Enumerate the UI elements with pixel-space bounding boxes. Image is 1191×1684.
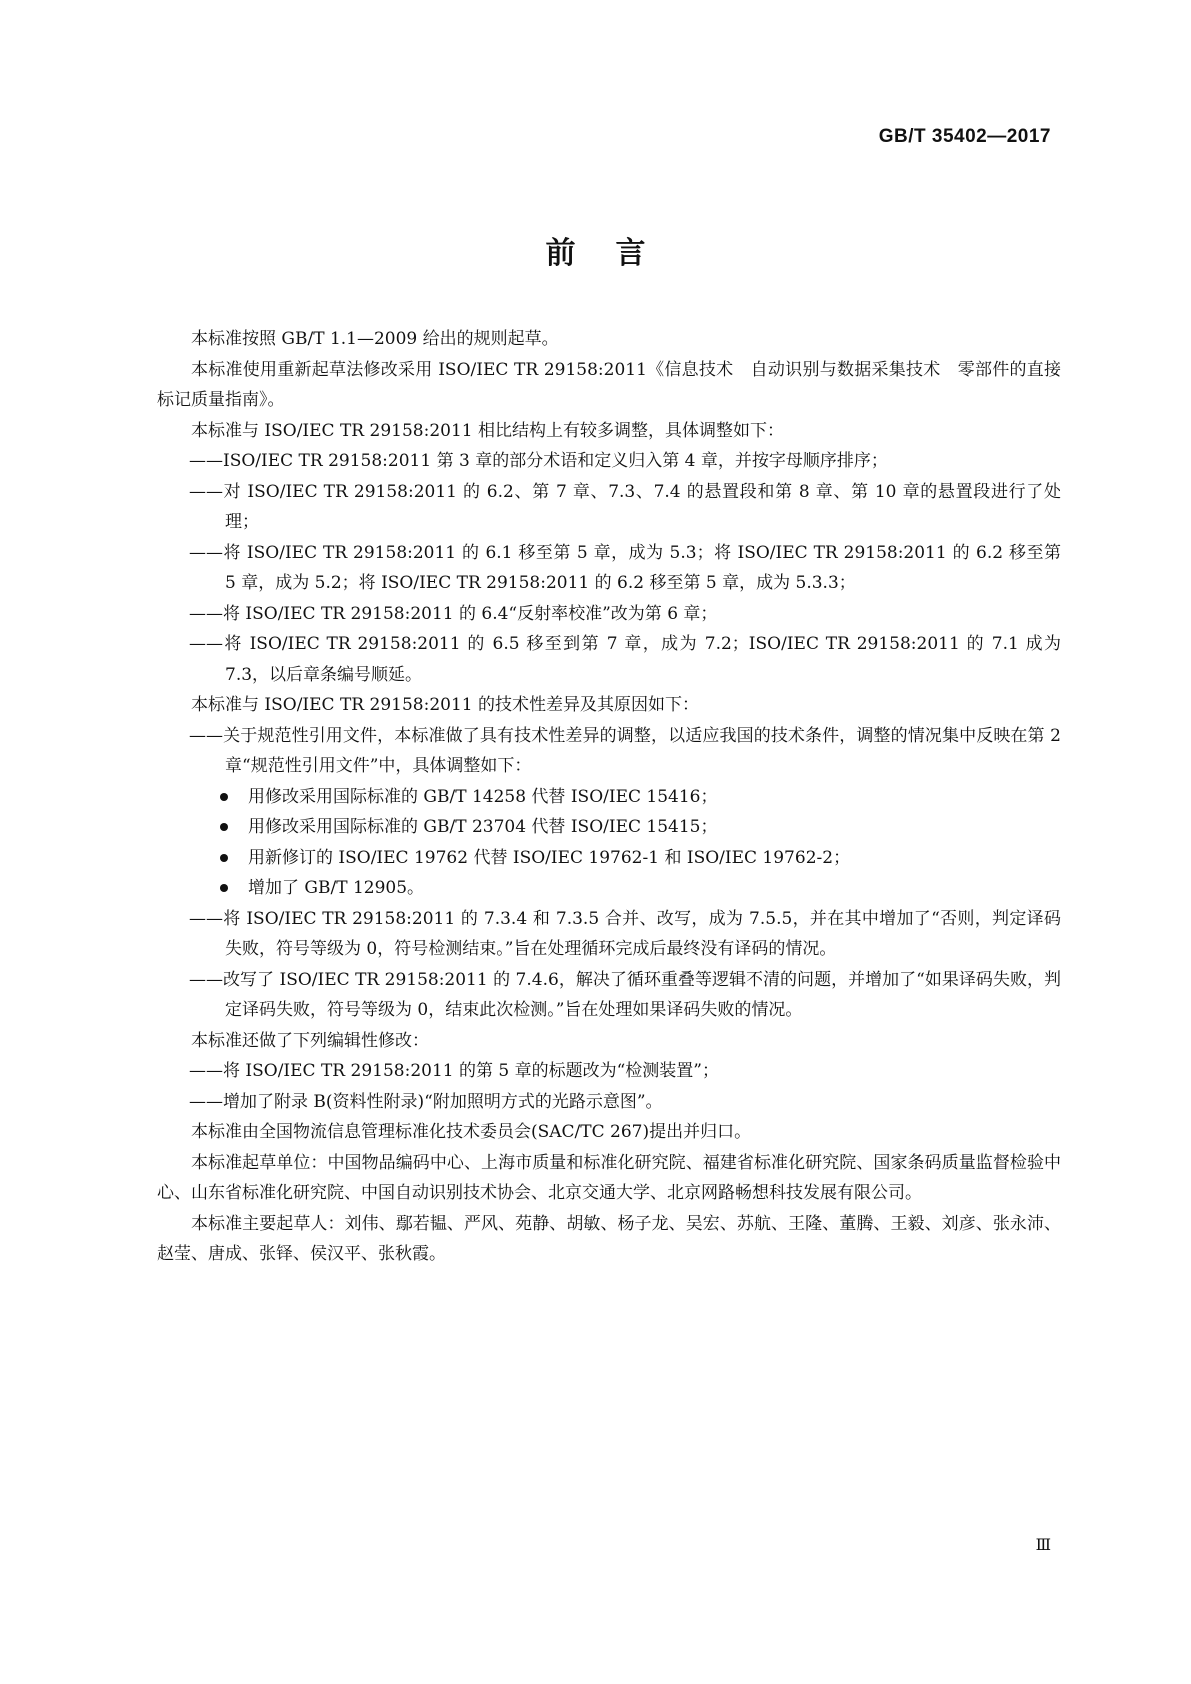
bullet-dot-icon	[220, 823, 228, 831]
technical-difference-item: ——改写了 ISO/IEC TR 29158:2011 的 7.4.6，解决了循环重叠等逻辑不清的问题，并增加了“如果译码失败，判定译码失败，符号等级为 0，结束此次检测。”旨在处理如果译码失败的情况。	[189, 969, 1061, 1020]
paragraph-technical-intro: 本标准与 ISO/IEC TR 29158:2011 的技术性差异及其原因如下：	[191, 695, 699, 715]
reference-bullet-item	[157, 873, 1061, 904]
bullet-dot-icon	[220, 793, 228, 801]
structure-change-item: ——将 ISO/IEC TR 29158:2011 的 6.5 移至到第 7 章，成为 7.2；ISO/IEC TR 29158:2011 的 7.1 成为7.3，以后章条编号顺延。	[189, 634, 1061, 685]
structure-change-item: ——将 ISO/IEC TR 29158:2011 的 6.4“反射率校准”改为第 6 章；	[189, 603, 718, 624]
paragraph-editorial-intro: 本标准还做了下列编辑性修改：	[191, 1030, 429, 1051]
bullet-text: 用修改采用国际标准的 GB/T 14258 代替 ISO/IEC 15416；	[248, 786, 718, 807]
editorial-change-item: ——增加了附录 B(资料性附录)“附加照明方式的光路示意图”。	[189, 1091, 663, 1112]
paragraph-drafting-units: 本标准起草单位：中国物品编码中心、上海市质量和标准化研究院、福建省标准化研究院、国家条码质量监督检验中心、山东省标准化研究院、中国自动识别技术协会、北京交通大学、北京网路畅想科技发展有限公司。	[157, 1152, 1061, 1203]
bullet-dot-icon	[220, 884, 228, 892]
reference-bullet-item	[157, 782, 1061, 813]
paragraph-drafting-rules: 本标准按照 GB/T 1.1—2009 给出的规则起草。	[191, 329, 559, 349]
page-title: 前言	[545, 236, 686, 271]
bullet-text: 用修改采用国际标准的 GB/T 23704 代替 ISO/IEC 15415；	[248, 817, 718, 837]
bullet-dot-icon	[220, 854, 228, 862]
paragraph-structure-intro: 本标准与 ISO/IEC TR 29158:2011 相比结构上有较多调整，具体调整如下：	[191, 420, 784, 441]
standard-code: GB/T 35402—2017	[878, 126, 1051, 147]
structure-change-item: ——将 ISO/IEC TR 29158:2011 的 6.1 移至第 5 章，成为 5.3；将 ISO/IEC TR 29158:2011 的 6.2 移至第 5 章，成为 5.2；将 ISO/IEC TR 29158:2011 的 6.2 移至第 5 章，成为 5.3.3；	[189, 542, 1061, 593]
technical-difference-item: ——关于规范性引用文件，本标准做了具有技术性差异的调整，以适应我国的技术条件，调整的情况集中反映在第 2 章“规范性引用文件”中，具体调整如下：	[189, 725, 1061, 776]
page-number: Ⅲ	[1035, 1535, 1051, 1554]
paragraph-proposer: 本标准由全国物流信息管理标准化技术委员会(SAC/TC 267)提出并归口。	[191, 1122, 752, 1142]
paragraph-adoption: 本标准使用重新起草法修改采用 ISO/IEC TR 29158:2011《信息技术 自动识别与数据采集技术 零部件的直接标记质量指南》。	[157, 359, 1061, 410]
foreword-body	[157, 324, 1061, 1270]
paragraph-drafters: 本标准主要起草人：刘伟、鄢若韫、严风、苑静、胡敏、杨子龙、吴宏、苏航、王隆、董腾、王毅、刘彦、张永沛、赵莹、唐成、张铎、侯汉平、张秋霞。	[157, 1213, 1061, 1264]
reference-bullet-item	[157, 812, 1061, 843]
technical-difference-item: ——将 ISO/IEC TR 29158:2011 的 7.3.4 和 7.3.5 合并、改写，成为 7.5.5，并在其中增加了“否则，判定译码失败，符号等级为 0，符号检测结束。”旨在处理循环完成后最终没有译码的情况。	[189, 908, 1061, 959]
editorial-change-item: ——将 ISO/IEC TR 29158:2011 的第 5 章的标题改为“检测装置”；	[189, 1061, 719, 1081]
bullet-text: 用新修订的 ISO/IEC 19762 代替 ISO/IEC 19762-1 和 ISO/IEC 19762-2；	[248, 847, 851, 868]
reference-bullet-item	[157, 843, 1061, 874]
structure-change-item: ——ISO/IEC TR 29158:2011 第 3 章的部分术语和定义归入第 4 章，并按字母顺序排序；	[189, 451, 888, 471]
bullet-text: 增加了 GB/T 12905。	[248, 878, 425, 898]
structure-change-item: ——对 ISO/IEC TR 29158:2011 的 6.2、第 7 章、7.3、7.4 的悬置段和第 8 章、第 10 章的悬置段进行了处理；	[189, 481, 1061, 532]
